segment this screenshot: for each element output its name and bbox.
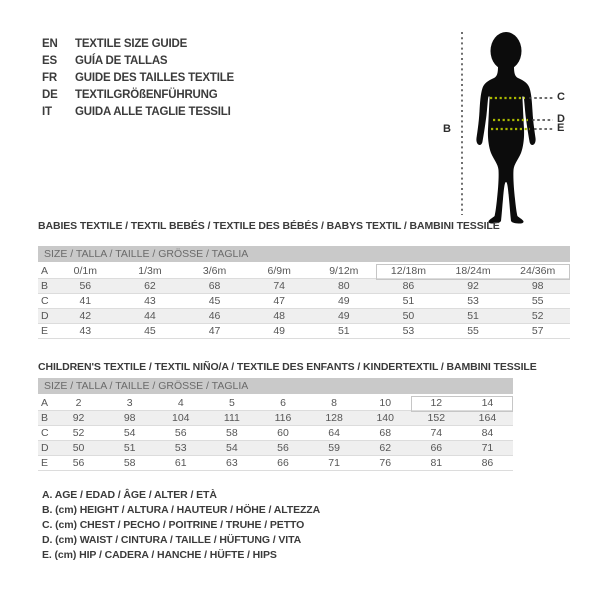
table-cell: 0/1m	[73, 265, 97, 277]
table-cell: 45	[144, 325, 156, 337]
table-cell: 49	[337, 295, 350, 307]
measurement-figure	[440, 18, 598, 233]
chest-label: C	[557, 91, 565, 103]
language-code: DE	[42, 89, 58, 101]
table-cell: 51	[337, 325, 350, 337]
babies-section-title: BABIES TEXTILE / TEXTIL BEBÉS / TEXTILE DES BÉBÉS / BABYS TEXTIL / BAMBINI TESSILE	[38, 220, 500, 232]
language-code: IT	[42, 106, 52, 118]
table-cell: 4	[177, 397, 184, 409]
table-cell: 45	[208, 295, 221, 307]
language-row	[42, 104, 234, 121]
measurement-legend	[42, 488, 320, 563]
language-code: FR	[42, 72, 57, 84]
table-row	[38, 279, 570, 294]
child-head	[491, 32, 522, 70]
language-title: TEXTILGRÖßENFÜHRUNG	[75, 89, 218, 101]
table-cell: 84	[481, 427, 494, 439]
table-cell: 18/24m	[455, 265, 491, 277]
table-cell: 74	[430, 427, 443, 439]
hip-label: E	[557, 122, 565, 134]
language-row	[42, 70, 234, 87]
table-row	[38, 309, 570, 324]
table-cell: 43	[144, 295, 156, 307]
table-cell: 3	[126, 397, 133, 409]
table-cell: 54	[226, 442, 238, 454]
table-row	[38, 264, 570, 279]
table-cell: 55	[531, 295, 544, 307]
table-cell: 71	[328, 457, 340, 469]
row-label: C	[41, 427, 49, 439]
table-cell: 58	[123, 457, 136, 469]
table-row	[38, 324, 570, 339]
table-cell: 104	[172, 412, 190, 424]
table-rows	[38, 264, 570, 339]
table-cell: 6	[280, 397, 286, 409]
table-cell: 66	[430, 442, 443, 454]
table-cell: 49	[273, 325, 286, 337]
table-cell: 42	[79, 310, 92, 322]
babies-size-table	[38, 246, 570, 339]
table-cell: 44	[144, 310, 156, 322]
table-cell: 66	[277, 457, 289, 469]
table-cell: 128	[325, 412, 343, 424]
table-cell: 9/12m	[329, 265, 359, 277]
table-cell: 47	[208, 325, 221, 337]
table-cell: 51	[467, 310, 479, 322]
table-cell: 14	[481, 397, 494, 409]
legend-item: E. (cm) HIP / CADERA / HANCHE / HÜFTE / HIPS	[42, 549, 277, 561]
row-label: C	[41, 295, 49, 307]
row-label: A	[41, 397, 49, 409]
table-cell: 5	[228, 397, 235, 409]
table-cell: 62	[144, 280, 156, 292]
table-row	[38, 456, 513, 471]
table-cell: 47	[273, 295, 286, 307]
language-code: EN	[42, 38, 58, 50]
table-cell: 52	[531, 310, 544, 322]
child-silhouette-graphic	[440, 18, 598, 233]
table-cell: 3/6m	[202, 265, 227, 277]
table-cell: 56	[277, 442, 289, 454]
row-label: B	[41, 412, 49, 424]
table-rows	[38, 396, 513, 471]
size-table-header: SIZE / TALLA / TAILLE / GRÖSSE / TAGLIA	[38, 246, 570, 262]
children-section-title: CHILDREN'S TEXTILE / TEXTIL NIÑO/A / TEXTILE DES ENFANTS / KINDERTEXTIL / BAMBINI TESSILE	[38, 361, 537, 373]
table-cell: 57	[531, 325, 544, 337]
waist-label: D	[557, 113, 565, 125]
table-cell: 92	[467, 280, 479, 292]
table-cell: 49	[337, 310, 350, 322]
table-cell: 55	[467, 325, 479, 337]
table-cell: 53	[467, 295, 479, 307]
table-cell: 51	[123, 442, 136, 454]
table-cell: 71	[481, 442, 494, 454]
table-cell: 56	[79, 280, 92, 292]
table-cell: 80	[337, 280, 350, 292]
row-label: B	[41, 280, 49, 292]
language-title: GUIDA ALLE TAGLIE TESSILI	[75, 106, 231, 118]
table-cell: 116	[274, 412, 292, 424]
table-cell: 76	[379, 457, 392, 469]
table-cell: 98	[531, 280, 544, 292]
table-cell: 48	[273, 310, 286, 322]
table-cell: 41	[79, 295, 92, 307]
table-cell: 92	[72, 412, 85, 424]
size-table-header: SIZE / TALLA / TAILLE / GRÖSSE / TAGLIA	[38, 378, 513, 394]
language-row	[42, 87, 234, 104]
table-cell: 68	[208, 280, 221, 292]
table-cell: 59	[328, 442, 340, 454]
table-cell: 60	[277, 427, 289, 439]
table-cell: 152	[427, 412, 446, 424]
table-cell: 12	[430, 397, 443, 409]
table-cell: 74	[273, 280, 286, 292]
table-cell: 68	[379, 427, 392, 439]
table-cell: 164	[478, 412, 497, 424]
table-row	[38, 411, 513, 426]
children-size-table	[38, 378, 513, 471]
legend-item: D. (cm) WAIST / CINTURA / TAILLE / HÜFTUNG / VITA	[42, 534, 302, 546]
table-cell: 2	[75, 397, 82, 409]
row-label: A	[41, 265, 49, 277]
table-row	[38, 396, 513, 411]
table-cell: 52	[72, 427, 85, 439]
table-cell: 53	[402, 325, 415, 337]
table-cell: 53	[174, 442, 187, 454]
table-cell: 56	[174, 427, 187, 439]
table-cell: 10	[379, 397, 392, 409]
language-row	[42, 36, 234, 53]
language-title: GUIDE DES TAILLES TEXTILE	[75, 72, 234, 84]
table-cell: 1/3m	[138, 265, 162, 277]
table-cell: 12/18m	[390, 265, 426, 277]
table-row	[38, 294, 570, 309]
table-cell: 50	[72, 442, 85, 454]
legend-item: B. (cm) HEIGHT / ALTURA / HAUTEUR / HÖHE / ALTEZZA	[42, 504, 321, 516]
table-cell: 8	[331, 397, 338, 409]
row-label: E	[41, 325, 49, 337]
table-cell: 58	[226, 427, 238, 439]
row-label: E	[41, 457, 49, 469]
table-cell: 98	[123, 412, 136, 424]
table-row	[38, 426, 513, 441]
table-cell: 56	[72, 457, 85, 469]
language-row	[42, 53, 234, 70]
table-cell: 50	[402, 310, 415, 322]
language-title: TEXTILE SIZE GUIDE	[75, 38, 188, 50]
child-body	[476, 67, 535, 224]
table-row	[38, 441, 513, 456]
table-cell: 51	[402, 295, 415, 307]
language-list	[42, 36, 234, 121]
table-cell: 140	[376, 412, 394, 424]
height-label: B	[443, 123, 451, 135]
language-code: ES	[42, 55, 57, 67]
table-cell: 81	[430, 457, 443, 469]
table-cell: 6/9m	[267, 265, 291, 277]
table-cell: 24/36m	[520, 265, 556, 277]
table-cell: 46	[208, 310, 221, 322]
table-cell: 63	[226, 457, 238, 469]
table-cell: 111	[223, 412, 240, 424]
legend-item: A. AGE / EDAD / ÂGE / ALTER / ETÀ	[42, 489, 217, 501]
table-cell: 61	[174, 457, 187, 469]
table-cell: 62	[379, 442, 392, 454]
table-cell: 54	[123, 427, 136, 439]
legend-item: C. (cm) CHEST / PECHO / POITRINE / TRUHE / PETTO	[42, 519, 305, 531]
table-cell: 86	[481, 457, 494, 469]
row-label: D	[41, 310, 49, 322]
table-cell: 64	[328, 427, 340, 439]
table-cell: 43	[79, 325, 92, 337]
language-title: GUÍA DE TALLAS	[75, 55, 168, 67]
table-cell: 86	[402, 280, 415, 292]
row-label: D	[41, 442, 49, 454]
